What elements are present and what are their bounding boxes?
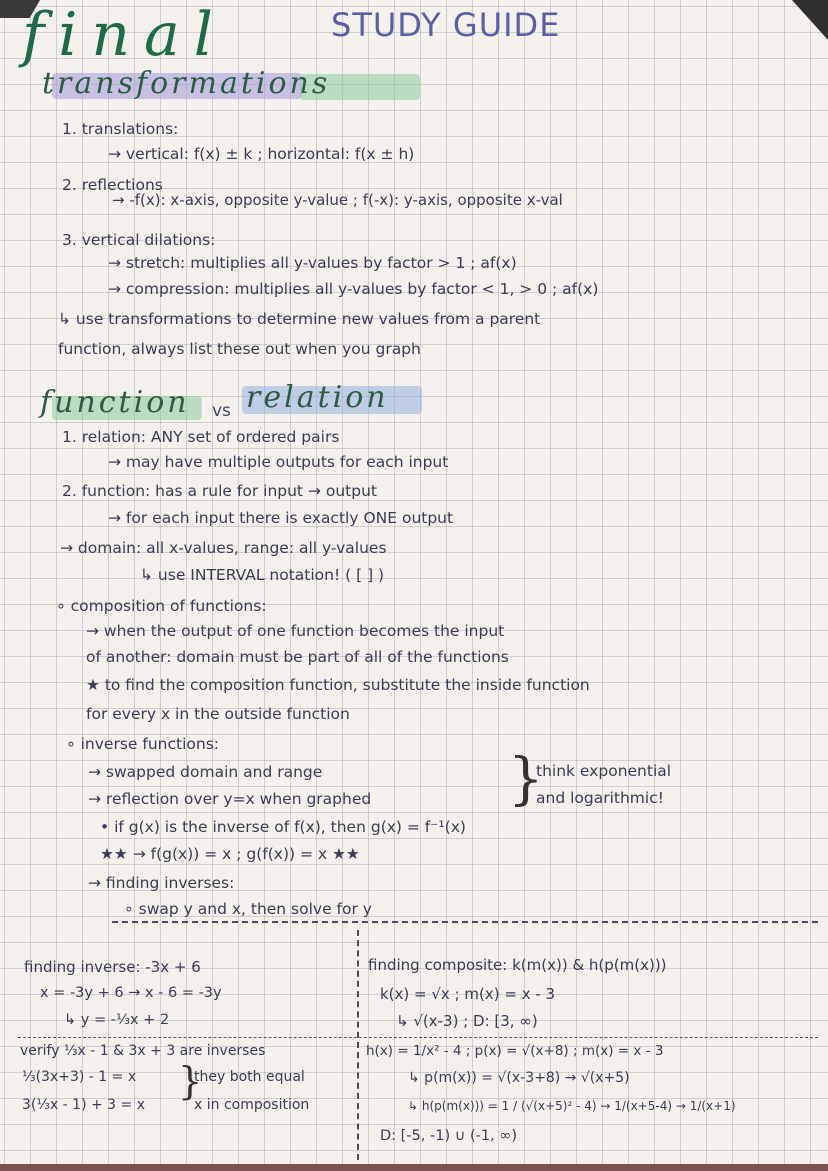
- line-f19: → finding inverses:: [88, 874, 235, 892]
- line-t6: → stretch: multiplies all y-values by factor > 1 ; af(x): [108, 254, 517, 272]
- ex-left-4: verify ⅓x - 1 & 3x + 3 are inverses: [20, 1043, 266, 1059]
- line-f18: ★★ → f(g(x)) = x ; g(f(x)) = x ★★: [100, 845, 360, 863]
- vertical-divider: [357, 930, 359, 1160]
- ex-right-7: D: [-5, -1) ∪ (-1, ∞): [380, 1128, 518, 1144]
- heading-transformations: transformations: [42, 66, 331, 101]
- page-bottom-edge: [0, 1164, 828, 1171]
- line-t8: ↳ use transformations to determine new values from a parent: [58, 310, 541, 328]
- line-t4: → -f(x): x-axis, opposite y-value ; f(-x): y-axis, opposite x-val: [112, 191, 563, 209]
- brace-small: }: [178, 1059, 203, 1103]
- ex-right-2: k(x) = √x ; m(x) = x - 3: [380, 985, 556, 1003]
- line-f10: ★ to find the composition function, substitute the inside function: [86, 676, 590, 694]
- line-t1: 1. translations:: [62, 120, 179, 138]
- ex-right-1: finding composite: k(m(x)) & h(p(m(x))): [368, 956, 667, 974]
- line-t3: 2. reflections: [62, 176, 163, 194]
- ex-left-2: x = -3y + 6 → x - 6 = -3y: [40, 985, 222, 1001]
- ex-left-8: x in composition: [194, 1097, 310, 1113]
- line-f16: and logarithmic!: [536, 789, 664, 807]
- ex-left-1: finding inverse: -3x + 6: [24, 958, 201, 976]
- ex-left-7: 3(⅓x - 1) + 3 = x: [22, 1097, 145, 1113]
- line-f2: → may have multiple outputs for each input: [108, 453, 449, 471]
- line-f12: ∘ inverse functions:: [66, 735, 219, 753]
- line-f14: → reflection over y=x when graphed: [88, 790, 372, 808]
- ex-left-5: ⅓(3x+3) - 1 = x: [22, 1069, 137, 1085]
- line-f9: of another: domain must be part of all of the functions: [86, 648, 509, 666]
- line-f4: → for each input there is exactly ONE output: [108, 509, 454, 527]
- title-script: final: [22, 0, 227, 70]
- heading-vs: vs: [212, 401, 231, 421]
- ex-right-3: ↳ √(x-3) ; D: [3, ∞): [396, 1012, 538, 1030]
- ex-right-5: ↳ p(m(x)) = √(x-3+8) → √(x+5): [408, 1070, 630, 1086]
- line-f17: • if g(x) is the inverse of f(x), then g(x) = f⁻¹(x): [100, 818, 466, 836]
- heading-relation: relation: [246, 380, 389, 415]
- ex-right-6: ↳ h(p(m(x))) = 1 / (√(x+5)² - 4) → 1/(x+5-4) → 1/(x+1): [408, 1099, 736, 1113]
- line-f15: think exponential: [536, 762, 672, 780]
- line-f13: → swapped domain and range: [88, 763, 323, 781]
- line-t2: → vertical: f(x) ± k ; horizontal: f(x ± h): [108, 145, 415, 163]
- line-f20: ∘ swap y and x, then solve for y: [124, 900, 372, 918]
- ex-left-6: they both equal: [194, 1069, 305, 1085]
- dashed-separator-2: [18, 1037, 818, 1038]
- title-caps: STUDY GUIDE: [331, 6, 561, 44]
- line-f11: for every x in the outside function: [86, 705, 350, 723]
- line-f6: ↳ use INTERVAL notation! ( [ ] ): [140, 566, 385, 584]
- ex-right-4: h(x) = 1/x² - 4 ; p(x) = √(x+8) ; m(x) = x - 3: [366, 1043, 664, 1059]
- line-t7: → compression: multiplies all y-values by factor < 1, > 0 ; af(x): [108, 280, 599, 298]
- line-f3: 2. function: has a rule for input → output: [62, 482, 377, 500]
- line-t9: function, always list these out when you graph: [58, 340, 421, 358]
- line-f7: ∘ composition of functions:: [56, 597, 267, 615]
- dashed-separator: [112, 921, 818, 923]
- page-corner-dark-right: [792, 0, 828, 40]
- line-f1: 1. relation: ANY set of ordered pairs: [62, 428, 340, 446]
- ex-left-3: ↳ y = -⅓x + 2: [64, 1012, 170, 1028]
- line-t5: 3. vertical dilations:: [62, 231, 216, 249]
- line-f5: → domain: all x-values, range: all y-values: [60, 539, 387, 557]
- heading-function: function: [40, 385, 190, 420]
- line-f8: → when the output of one function becomes the input: [86, 622, 505, 640]
- brace: }: [508, 747, 544, 812]
